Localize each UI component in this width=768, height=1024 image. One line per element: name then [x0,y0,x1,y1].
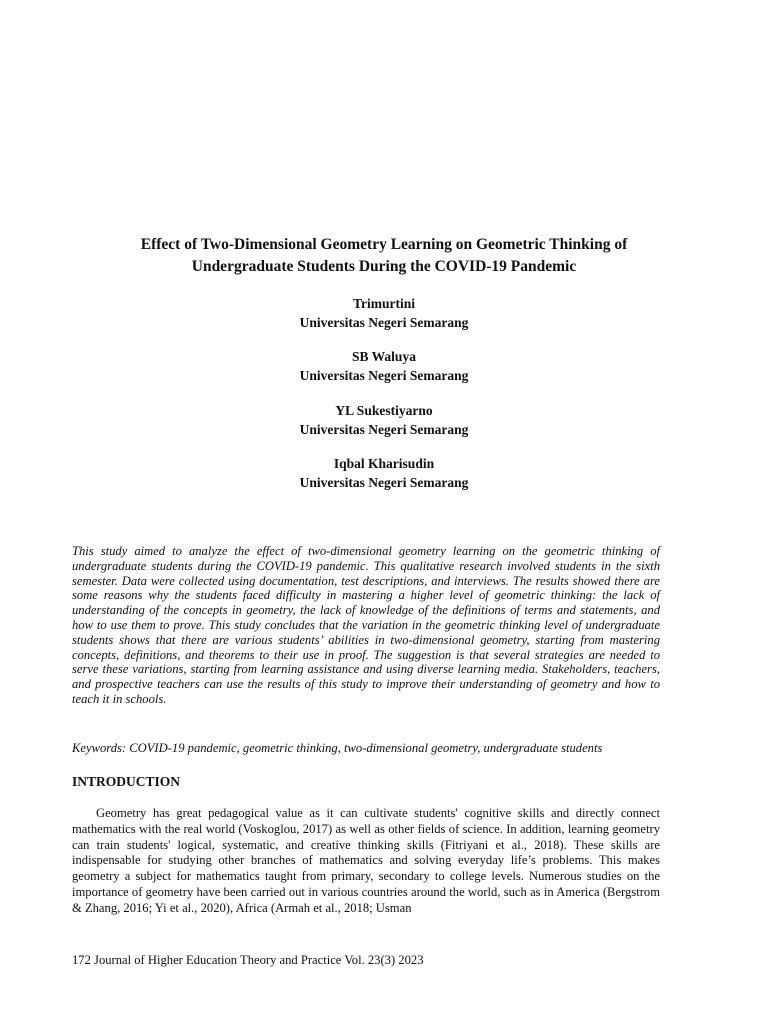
title-line-1: Effect of Two-Dimensional Geometry Learning on Geometric Thinking of [140,236,628,253]
author-affiliation: Universitas Negeri Semarang [299,474,469,490]
page-footer: 172 Journal of Higher Education Theory and Practice Vol. 23(3) 2023 [72,953,424,967]
author-name: Iqbal Kharisudin [333,455,435,471]
author-block [0,454,768,507]
keywords: Keywords: COVID-19 pandemic, geometric thinking, two-dimensional geometry, undergraduate students [72,741,603,755]
author-affiliation: Universitas Negeri Semarang [299,368,469,384]
author-list [0,294,768,507]
author-block [0,347,768,400]
intro-paragraph: Geometry has great pedagogical value as it can cultivate students' cognitive skills and directly connect mathematics with the real world (Voskoglou, 2017) as well as other fields of science. In addition, learning geometry can train students' logical, systematic, and creative thinking skills (Fitriyani et al., 2018). These skills are indispensable for studying other branches of mathematics and solving everyday life’s problems. This makes geometry a subject for mathematics taught from primary, secondary to college levels. Numerous studies on the importance of geometry have been carried out in various countries around the world, such as in America (Bergstrom & Zhang, 2016; Yi et al., 2020), Africa (Armah et al., 2018; Usman [72,806,660,915]
section-heading-introduction: INTRODUCTION [72,774,181,789]
author-block [0,294,768,347]
author-name: Trimurtini [353,296,415,311]
author-name: SB Waluya [352,349,416,365]
author-affiliation: Universitas Negeri Semarang [299,421,469,437]
author-affiliation: Universitas Negeri Semarang [299,315,469,330]
author-block [0,401,768,454]
paper-title [60,234,708,278]
title-line-2: Undergraduate Students During the COVID-19 Pandemic [191,258,577,275]
abstract: This study aimed to analyze the effect of two-dimensional geometry learning on the geometric thinking of undergraduate students during the COVID-19 pandemic. This qualitative research involved students in the sixth semester. Data were collected using documentation, test descriptions, and interviews. The results showed there are some reasons why the students faced difficulty in mastering a higher level of geometric thinking: the lack of understanding of the concepts in geometry, the lack of knowledge of the definitions of terms and statements, and how to use them to prove. This study concludes that the variation in the geometric thinking level of undergraduate students shows that there are various students’ abilities in two-dimensional geometry, starting from mastering concepts, definitions, and theorems to their use in proof. The suggestion is that several strategies are needed to serve these variations, starting from learning assistance and using diverse learning media. Stakeholders, teachers, and prospective teachers can use the results of this study to improve their understanding of geometry and how to teach it in schools. [72,544,660,706]
author-name: YL Sukestiyarno [335,402,433,418]
